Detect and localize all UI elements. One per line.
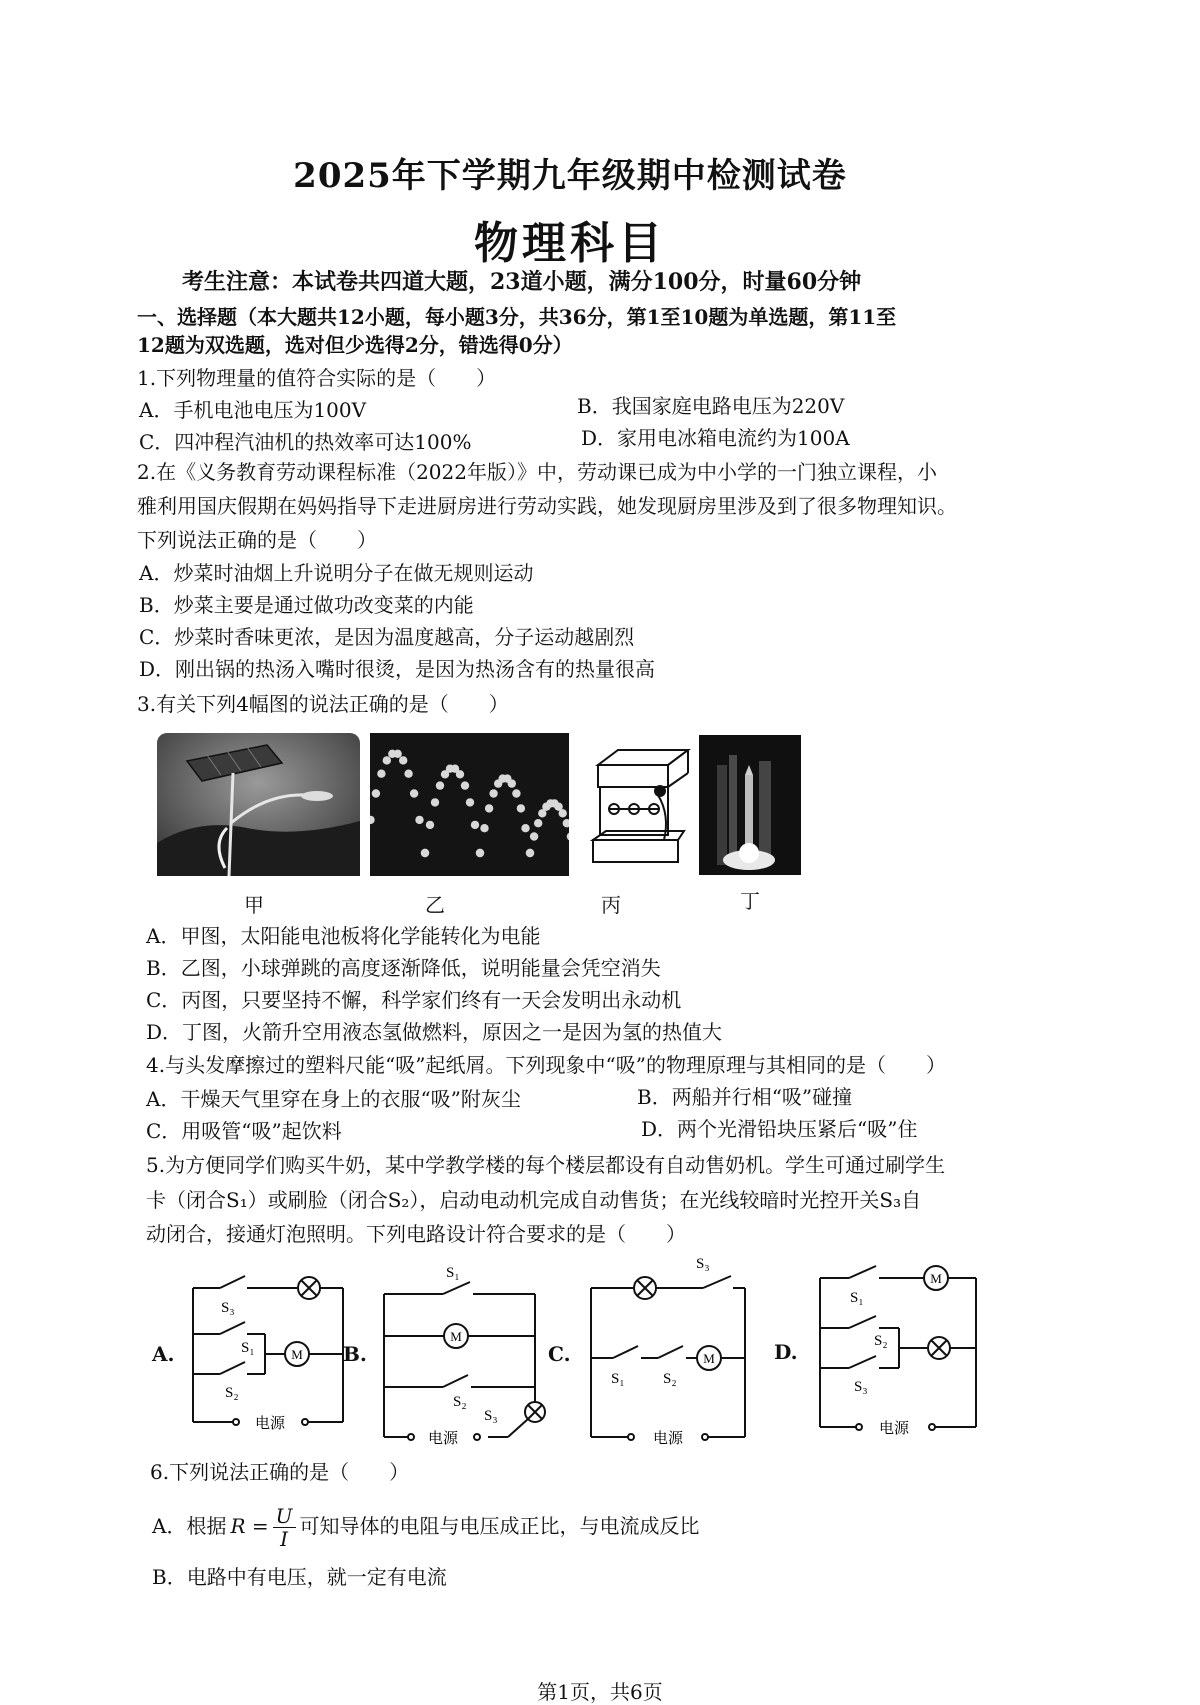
page-footer: 第1页，共6页: [537, 1680, 663, 1704]
circuit-a-motor: M: [291, 1347, 303, 1362]
q4-option-c: C．用吸管“吸”起饮料: [146, 1119, 342, 1143]
circuit-b-s3: S₃: [484, 1408, 498, 1424]
ball-dot: [456, 770, 464, 778]
bouncing-ball-photo: [370, 733, 569, 876]
circuit-b-power: 电源: [427, 1431, 459, 1447]
ball-dot: [431, 798, 439, 806]
ball-dot: [410, 789, 418, 797]
circuit-b-label: B.: [343, 1342, 367, 1366]
circuit-a-s1: S₁: [241, 1340, 255, 1356]
q2-stem-line2: 雅利用国庆假期在妈妈指导下走进厨房进行劳动实践，她发现厨房里涉及到了很多物理知识。: [137, 494, 957, 518]
circuit-a-s3: S₃: [221, 1300, 235, 1316]
circuit-a-label: A.: [152, 1342, 175, 1366]
circuit-d-label: D.: [774, 1340, 798, 1364]
q2-option-a: A．炒菜时油烟上升说明分子在做无规则运动: [139, 561, 534, 585]
perpetual-machine-sketch: [588, 745, 693, 870]
q3-option-d: D．丁图，火箭升空用液态氢做燃料，原因之一是因为氢的热值大: [146, 1020, 723, 1044]
ball-dot: [471, 821, 479, 829]
q1-option-d: D．家用电冰箱电流约为100A: [581, 426, 850, 450]
q2-option-c: C．炒菜时香味更浓，是因为温度越高，分子运动越剧烈: [139, 625, 635, 649]
q6-option-b: B．电路中有电压，就一定有电流: [152, 1565, 447, 1589]
circuit-d-motor: M: [930, 1271, 942, 1286]
q4-option-d: D．两个光滑铅块压紧后“吸”住: [641, 1117, 918, 1141]
q3-stem: 3.有关下列4幅图的说法正确的是（ ）: [137, 692, 509, 716]
ball-dot: [383, 756, 391, 764]
caption-bing: 丙: [601, 893, 621, 917]
q5-stem-line2: 卡（闭合S₁）或刷脸（闭合S₂），启动电动机完成自动售货；在光线较暗时光控开关S₃自: [146, 1188, 922, 1212]
q4-option-b: B．两船并行相“吸”碰撞: [637, 1085, 853, 1109]
formula-lhs: R =: [230, 1514, 269, 1538]
ball-dot: [399, 756, 407, 764]
ball-dot: [517, 804, 525, 812]
rocket-launch-photo: [699, 735, 801, 875]
circuit-c-motor: M: [703, 1351, 715, 1366]
circuit-c-diagram: [583, 1250, 758, 1450]
q5-stem-line1: 5.为方便同学们购买牛奶，某中学教学楼的每个楼层都设有自动售奶机。学生可通过刷学生: [146, 1153, 946, 1177]
ball-dot: [508, 779, 516, 787]
q6-stem: 6.下列说法正确的是（ ）: [150, 1460, 410, 1484]
q3-option-c: C．丙图，只要坚持不懈，科学家们终有一天会发明出永动机: [146, 988, 682, 1012]
q4-option-a: A．干燥天气里穿在身上的衣服“吸”附灰尘: [146, 1087, 521, 1111]
exam-title: 2025年下学期九年级期中检测试卷: [293, 156, 847, 196]
caption-ding: 丁: [740, 889, 760, 913]
ball-dot: [372, 789, 380, 797]
q2-stem-line1: 2.在《义务教育劳动课程标准（2022年版）》中，劳动课已成为中小学的一门独立课程，小: [137, 460, 937, 484]
circuit-a-s2: S₂: [225, 1385, 239, 1401]
q6-option-a: [152, 1500, 700, 1552]
ball-dot: [521, 824, 529, 832]
circuit-d-s2: S₂: [874, 1333, 888, 1349]
ball-dot: [530, 832, 538, 840]
q2-stem-line3: 下列说法正确的是（ ）: [137, 528, 377, 552]
ball-dot: [404, 770, 412, 778]
ball-dot: [526, 849, 534, 857]
ball-dot: [512, 789, 520, 797]
q5-stem-line3: 动闭合，接通灯泡照明。下列电路设计符合要求的是（ ）: [146, 1222, 686, 1246]
formula-numerator: U: [273, 1505, 296, 1528]
circuit-d-s3: S₃: [854, 1379, 868, 1395]
ball-dot: [476, 849, 484, 857]
q2-option-d: D．刚出锅的热汤入嘴时很烫，是因为热汤含有的热量很高: [139, 657, 656, 681]
q1-option-b: B．我国家庭电路电压为220V: [577, 394, 845, 418]
exam-notice: 考生注意：本试卷共四道大题，23道小题，满分100分，时量60分钟: [182, 269, 862, 295]
section-heading-line2: 12题为双选题，选对但少选得2分，错选得0分）: [137, 333, 573, 357]
ball-dot: [415, 816, 423, 824]
ball-dot: [534, 819, 542, 827]
ball-dot: [436, 781, 444, 789]
circuit-c-power: 电源: [652, 1431, 684, 1447]
section-heading-line1: 一、选择题（本大题共12小题，每小题3分，共36分，第1至10题为单选题，第11至: [137, 305, 897, 329]
formula-fraction: [273, 1505, 296, 1550]
q6-option-a-suffix: 可知导体的电阻与电压成正比，与电流成反比: [299, 1514, 700, 1538]
circuit-c-s1: S₁: [611, 1371, 625, 1387]
circuit-c-label: C.: [548, 1342, 571, 1366]
q1-stem: 1.下列物理量的值符合实际的是（ ）: [137, 366, 497, 390]
caption-yi: 乙: [425, 893, 445, 917]
q1-option-a: A．手机电池电压为100V: [139, 398, 367, 422]
ball-dot: [466, 798, 474, 806]
circuit-c-s3: S₃: [696, 1256, 710, 1272]
ball-dot: [377, 770, 385, 778]
q4-stem: 4.与头发摩擦过的塑料尺能“吸”起纸屑。下列现象中“吸”的物理原理与其相同的是（ ）: [146, 1053, 946, 1077]
circuit-d-power: 电源: [878, 1421, 910, 1437]
ball-dot: [480, 824, 488, 832]
ball-dot: [421, 849, 429, 857]
ball-dot: [485, 804, 493, 812]
ball-dot: [559, 809, 567, 817]
circuit-a-diagram: [185, 1262, 360, 1432]
circuit-b-diagram: [378, 1262, 548, 1447]
ball-dot: [461, 781, 469, 789]
q3-option-a: A．甲图，太阳能电池板将化学能转化为电能: [146, 924, 541, 948]
circuit-b-motor: M: [450, 1329, 462, 1344]
q3-option-b: B．乙图，小球弹跳的高度逐渐降低，说明能量会凭空消失: [146, 956, 661, 980]
solar-light-photo: [157, 733, 360, 876]
circuit-c-s2: S₂: [663, 1371, 677, 1387]
circuit-d-diagram: [814, 1260, 989, 1440]
circuit-d-s1: S₁: [850, 1290, 864, 1306]
q2-option-b: B．炒菜主要是通过做功改变菜的内能: [139, 593, 474, 617]
ball-dot: [426, 821, 434, 829]
ball-dot: [394, 750, 402, 758]
subject-title: 物理科目: [474, 218, 666, 269]
circuit-a-power: 电源: [254, 1416, 286, 1432]
ball-dot: [489, 789, 497, 797]
q6-option-a-prefix: A．根据: [152, 1514, 227, 1538]
q1-option-c: C．四冲程汽油机的热效率可达100%: [139, 430, 472, 454]
circuit-b-s2: S₂: [453, 1394, 467, 1410]
caption-jia: 甲: [244, 893, 264, 917]
formula-denominator: I: [280, 1527, 289, 1551]
circuit-b-s1: S₁: [446, 1265, 460, 1281]
